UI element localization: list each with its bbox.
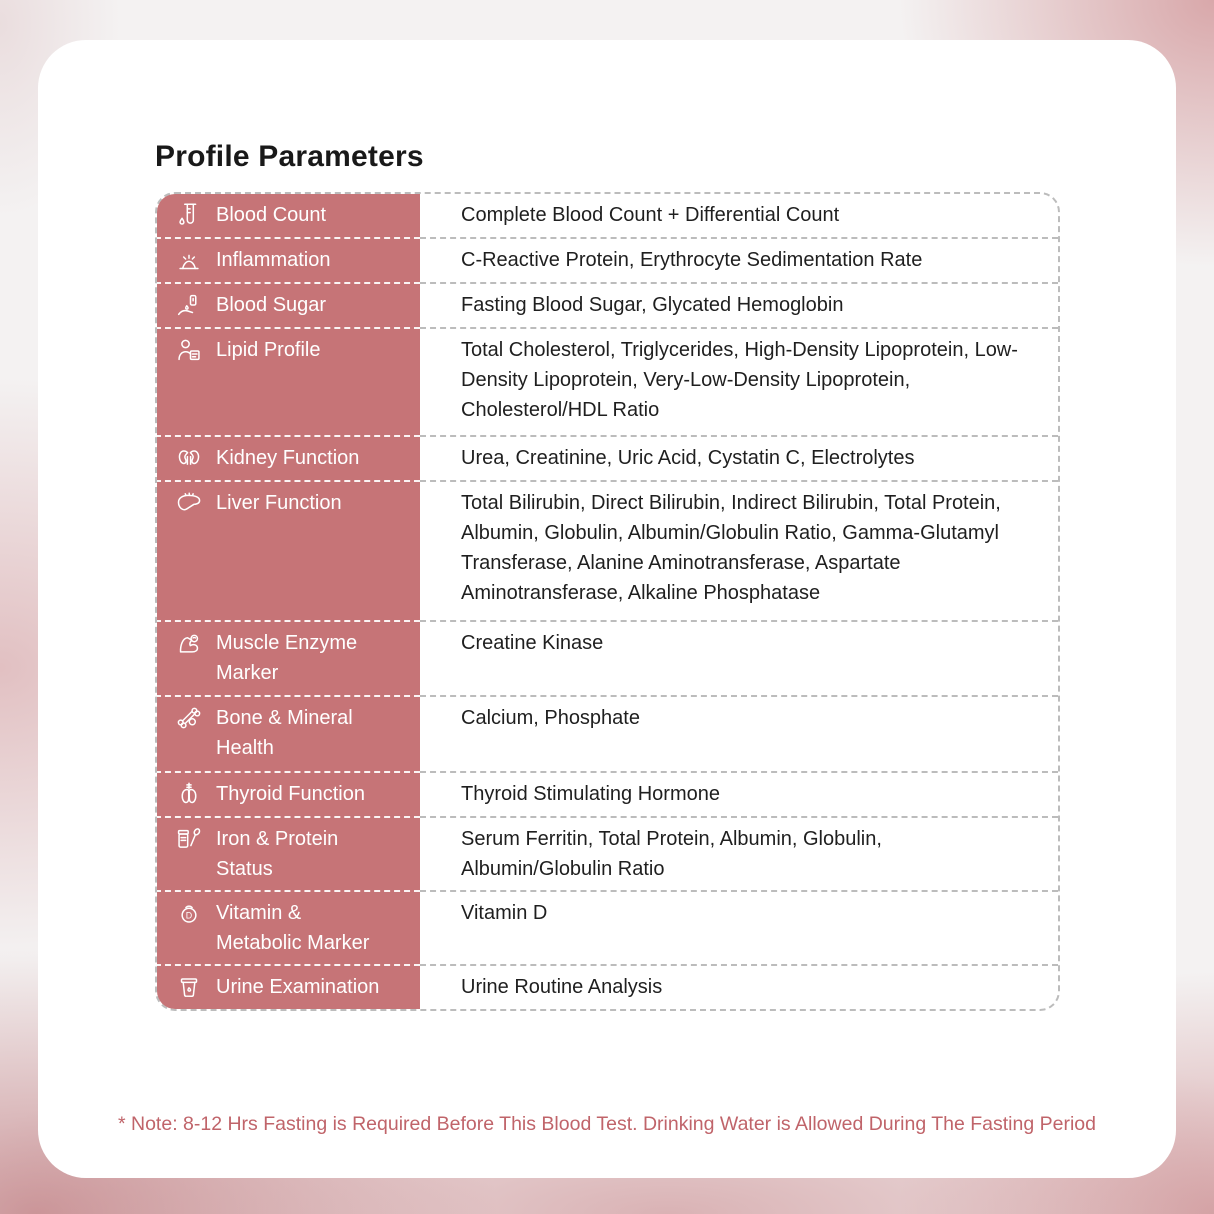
table-row bbox=[157, 237, 1058, 282]
category-label: Kidney Function bbox=[216, 447, 360, 469]
table-row bbox=[157, 695, 1058, 771]
profile-table bbox=[155, 192, 1060, 1011]
svg-text:D: D bbox=[185, 910, 193, 921]
category-cell bbox=[155, 327, 420, 435]
tests-cell: Vitamin D bbox=[420, 890, 1058, 964]
category-cell bbox=[155, 194, 420, 237]
blood-sugar-icon bbox=[174, 290, 204, 320]
test-tube-icon bbox=[174, 200, 204, 230]
urine-cup-icon bbox=[174, 972, 204, 1002]
liver-icon bbox=[174, 488, 204, 518]
iron-spoon-icon bbox=[174, 824, 204, 854]
category-cell bbox=[155, 964, 420, 1009]
category-cell bbox=[155, 620, 420, 695]
category-cell bbox=[155, 282, 420, 327]
category-label: Urine Examination bbox=[216, 976, 380, 998]
category-cell bbox=[155, 480, 420, 620]
info-card bbox=[38, 40, 1176, 1178]
table-row bbox=[157, 194, 1058, 237]
table-row bbox=[157, 816, 1058, 890]
table-row bbox=[157, 282, 1058, 327]
lipid-profile-icon bbox=[174, 335, 204, 365]
page-title: Profile Parameters bbox=[155, 140, 424, 173]
muscle-icon bbox=[174, 628, 204, 658]
category-label: Inflammation bbox=[216, 249, 331, 271]
fasting-note: * Note: 8-12 Hrs Fasting is Required Before This Blood Test. Drinking Water is Allowed During The Fasting Period bbox=[118, 1113, 1096, 1135]
category-label: Blood Sugar bbox=[216, 294, 327, 316]
category-cell bbox=[155, 816, 420, 890]
category-cell bbox=[155, 771, 420, 816]
category-label: Lipid Profile bbox=[216, 339, 321, 361]
table-row bbox=[157, 771, 1058, 816]
category-label: Thyroid Function bbox=[216, 783, 365, 805]
vitamin-d-icon bbox=[174, 898, 204, 928]
table-row bbox=[157, 480, 1058, 620]
tests-cell: Fasting Blood Sugar, Glycated Hemoglobin bbox=[420, 282, 1058, 327]
tests-cell: Complete Blood Count + Differential Count bbox=[461, 204, 840, 226]
tests-cell: Serum Ferritin, Total Protein, Albumin, Globulin, Albumin/Globulin Ratio bbox=[420, 816, 1058, 890]
tests-cell: Creatine Kinase bbox=[420, 620, 1058, 695]
tests-cell: Total Cholesterol, Triglycerides, High-Density Lipoprotein, Low-Density Lipoprotein, Very-Low-Density Lipoprotein, Cholesterol/HDL Ratio bbox=[420, 327, 1058, 435]
bone-icon bbox=[174, 703, 204, 733]
thyroid-icon bbox=[174, 779, 204, 809]
category-label: Vitamin & Metabolic Marker bbox=[216, 902, 370, 954]
table-row bbox=[157, 327, 1058, 435]
category-label: Liver Function bbox=[216, 492, 342, 514]
tests-cell: Calcium, Phosphate bbox=[420, 695, 1058, 771]
tests-cell: Total Bilirubin, Direct Bilirubin, Indirect Bilirubin, Total Protein, Albumin, Globulin, Albumin/Globulin Ratio, Gamma-Glutamyl Transferase, Alanine Aminotransferase, Aspartate Aminotransferase, Alkaline Phosphatase bbox=[420, 480, 1058, 620]
category-label: Blood Count bbox=[216, 204, 327, 226]
category-label: Muscle Enzyme Marker bbox=[216, 632, 358, 684]
tests-cell: Thyroid Stimulating Hormone bbox=[420, 771, 1058, 816]
category-cell bbox=[155, 435, 420, 480]
category-cell bbox=[155, 237, 420, 282]
category-cell bbox=[155, 890, 420, 964]
table-row bbox=[157, 890, 1058, 964]
table-row bbox=[157, 620, 1058, 695]
table-row bbox=[157, 964, 1058, 1009]
tests-cell: Urea, Creatinine, Uric Acid, Cystatin C, Electrolytes bbox=[420, 435, 1058, 480]
category-cell bbox=[155, 695, 420, 771]
inflammation-icon bbox=[174, 245, 204, 275]
table-row bbox=[157, 435, 1058, 480]
category-label: Bone & Mineral Health bbox=[216, 707, 353, 759]
kidney-icon bbox=[174, 443, 204, 473]
tests-cell: Urine Routine Analysis bbox=[420, 964, 1058, 1009]
category-label: Iron & Protein Status bbox=[216, 828, 339, 880]
tests-cell: C-Reactive Protein, Erythrocyte Sedimentation Rate bbox=[420, 237, 1058, 282]
